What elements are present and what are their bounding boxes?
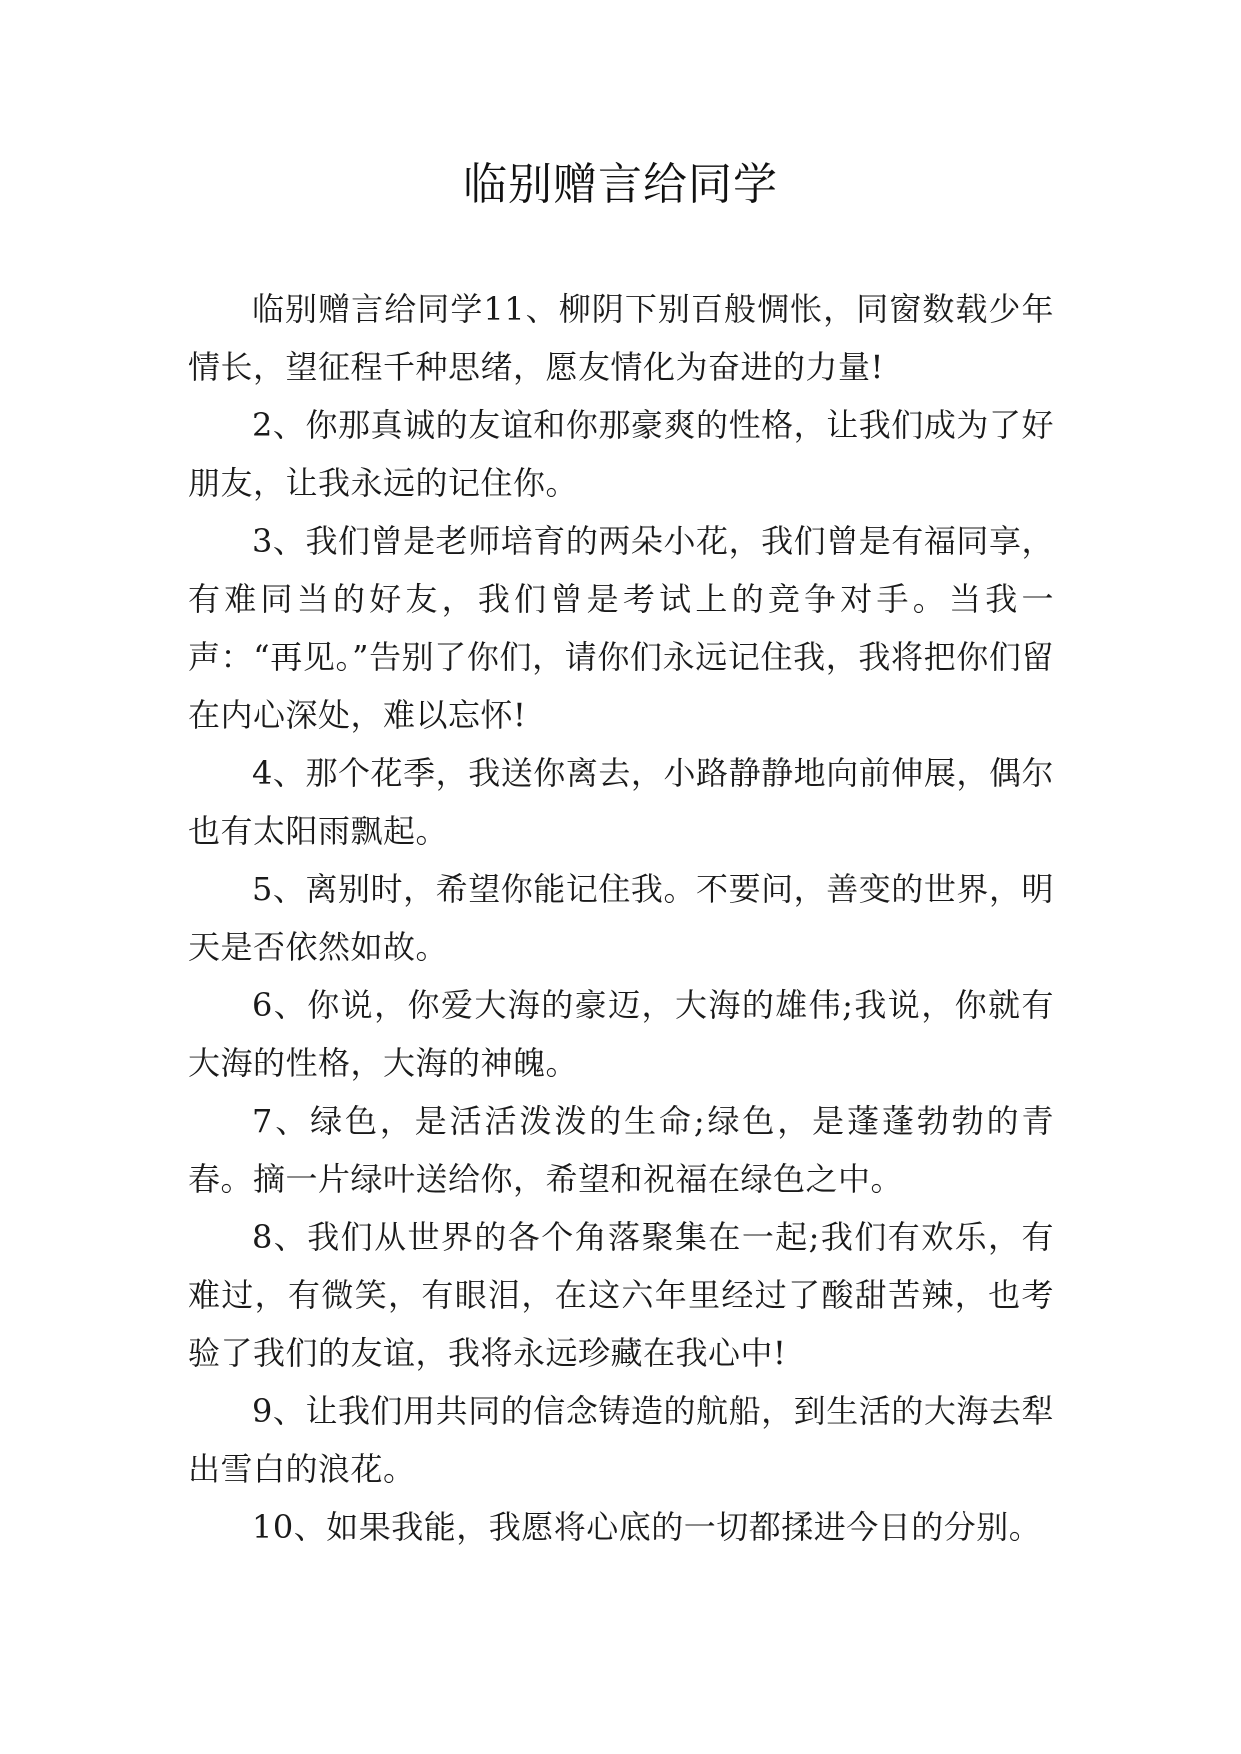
paragraph-8: 8、我们从世界的各个角落聚集在一起;我们有欢乐，有难过，有微笑，有眼泪，在这六年里经过了酸甜苦辣，也考验了我们的友谊，我将永远珍藏在我心中!	[188, 1218, 1054, 1372]
paragraph-3: 3、我们曾是老师培育的两朵小花，我们曾是有福同享，有难同当的好友，我们曾是考试上的竞争对手。当我一声：“再见。”告别了你们，请你们永远记住我，我将把你们留在内心深处，难以忘怀!	[188, 522, 1054, 734]
paragraph-9: 9、让我们用共同的信念铸造的航船，到生活的大海去犁出雪白的浪花。	[188, 1392, 1054, 1488]
paragraph-2: 2、你那真诚的友谊和你那豪爽的性格，让我们成为了好朋友，让我永远的记住你。	[188, 406, 1054, 502]
paragraph-4: 4、那个花季，我送你离去，小路静静地向前伸展，偶尔也有太阳雨飘起。	[188, 754, 1054, 850]
paragraph-6: 6、你说，你爱大海的豪迈，大海的雄伟;我说，你就有大海的性格，大海的神魄。	[188, 986, 1054, 1082]
paragraph-5: 5、离别时，希望你能记住我。不要问，善变的世界，明天是否依然如故。	[188, 870, 1054, 966]
paragraph-1: 临别赠言给同学11、柳阴下别百般惆怅，同窗数载少年情长，望征程千种思绪，愿友情化为奋进的力量!	[188, 290, 1054, 386]
paragraph-10: 10、如果我能，我愿将心底的一切都揉进今日的分别。	[252, 1508, 1042, 1546]
document-body	[188, 280, 1054, 1556]
document-title: 临别赠言给同学	[463, 159, 778, 210]
paragraph-7: 7、绿色，是活活泼泼的生命;绿色，是蓬蓬勃勃的青春。摘一片绿叶送给你，希望和祝福在绿色之中。	[188, 1102, 1054, 1198]
